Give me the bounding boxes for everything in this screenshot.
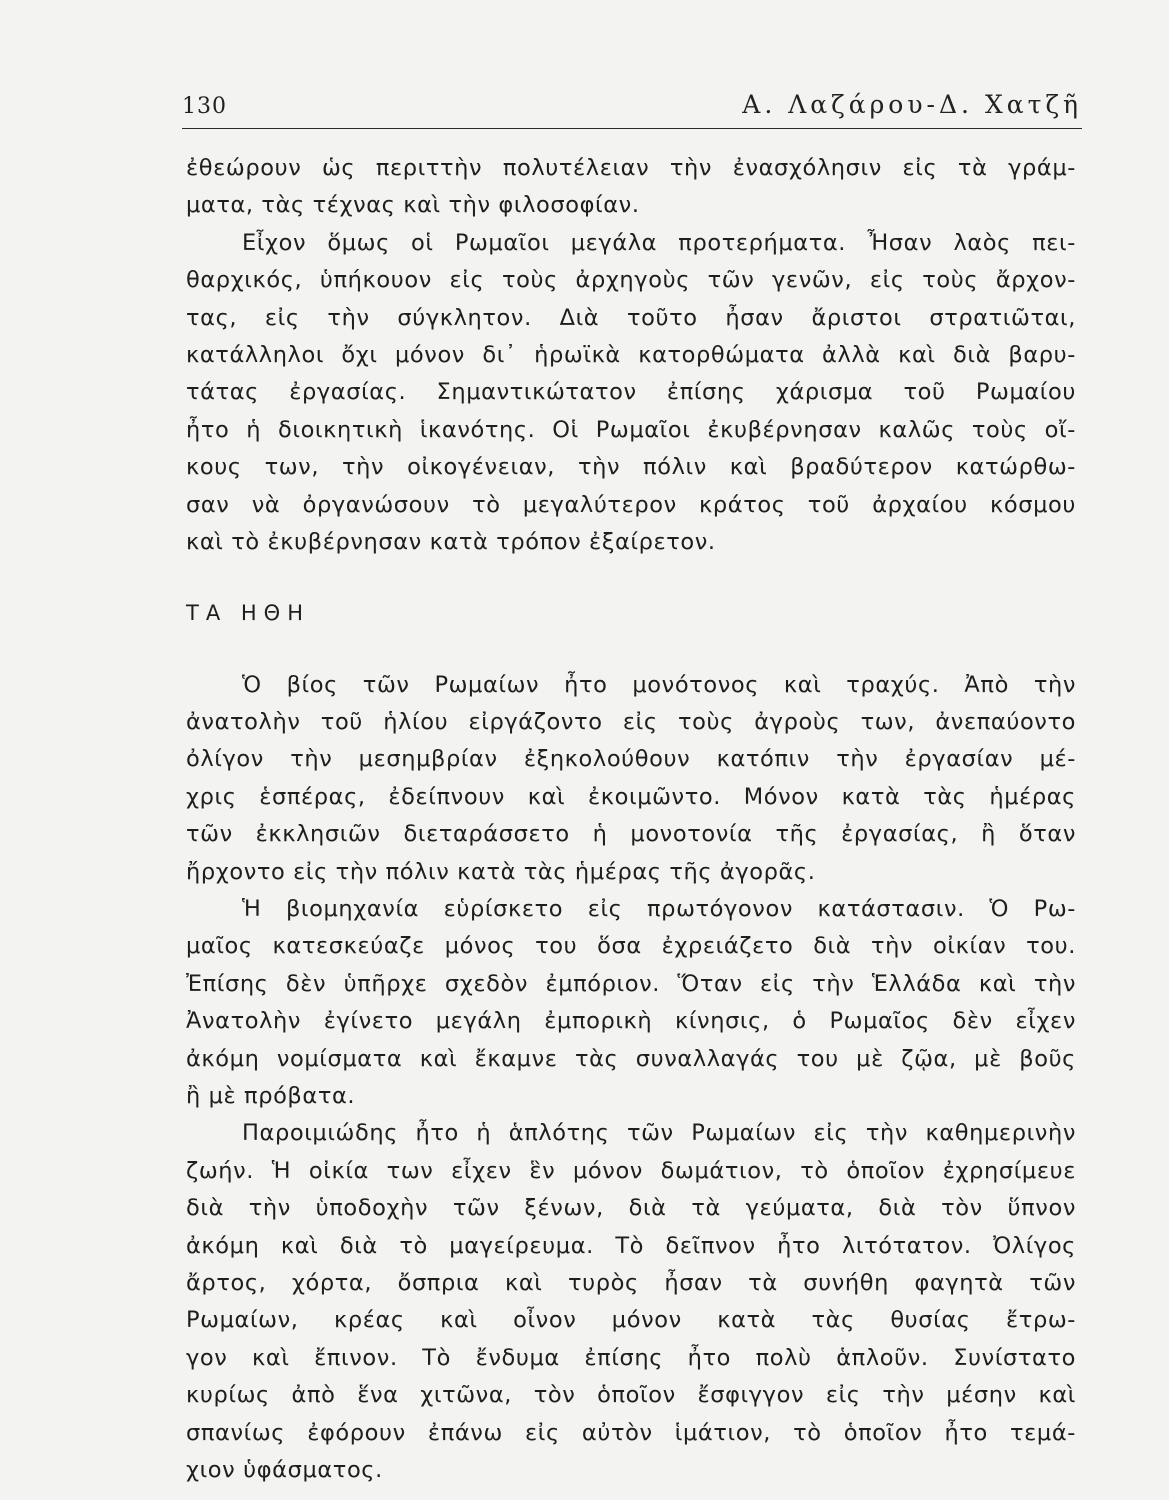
text-line: ζωήν. Ἡ οἰκία των εἶχεν ἓν μόνον δωμάτιον, τὸ ὁποῖον ἐχρησίμευε <box>186 1157 1076 1184</box>
text-line: Ὁ βίος τῶν Ρωμαίων ἦτο μονότονος καὶ τραχύς. Ἀπὸ τὴν <box>242 671 1076 698</box>
text-line: μαῖος κατεσκεύαζε μόνος του ὅσα ἐχρειάζετο διὰ τὴν οἰκίαν του. <box>186 933 1076 960</box>
text-line: κους των, τὴν οἰκογένειαν, τὴν πόλιν καὶ βραδύτερον κατώρθω- <box>186 454 1076 481</box>
text-line: ἀκόμη καὶ διὰ τὸ μαγείρευμα. Τὸ δεῖπνον ἦτο λιτότατον. Ὀλίγος <box>186 1232 1076 1259</box>
text-line: διὰ τὴν ὑποδοχὴν τῶν ξένων, διὰ τὰ γεύματα, διὰ τὸν ὕπνον <box>186 1195 1076 1222</box>
text-line: ἢ μὲ πρόβατα. <box>186 1082 356 1109</box>
section-paragraphs <box>186 667 1076 1490</box>
text-line: Ἀνατολὴν ἐγίνετο μεγάλη ἐμπορικὴ κίνησις, ὁ Ρωμαῖος δὲν εἶχεν <box>186 1008 1076 1035</box>
running-head: Α. Λαζάρου-Δ. Χατζῆ <box>742 90 1082 119</box>
text-line: γον καὶ ἔπινον. Τὸ ἔνδυμα ἐπίσης ἦτο πολὺ ἁπλοῦν. Συνίστατο <box>186 1344 1076 1371</box>
paragraph <box>186 891 1076 1115</box>
text-line: κατάλληλοι ὄχι μόνον δι᾽ ἡρωϊκὰ κατορθώματα ἀλλὰ καὶ διὰ βαρυ- <box>186 341 1076 368</box>
text-line: σπανίως ἐφόρουν ἐπάνω εἰς αὐτὸν ἱμάτιον, τὸ ὁποῖον ἦτο τεμά- <box>186 1419 1076 1446</box>
page-number: 130 <box>182 94 227 119</box>
text-line: χρις ἑσπέρας, ἐδείπνουν καὶ ἐκοιμῶντο. Μόνον κατὰ τὰς ἡμέρας <box>186 783 1076 810</box>
body-text <box>186 150 1076 1489</box>
text-line: ματα, τὰς τέχνας καὶ τὴν φιλοσοφίαν. <box>186 192 640 219</box>
text-line: ἐθεώρουν ὡς περιττὴν πολυτέλειαν τὴν ἐνασχόλησιν εἰς τὰ γράμ- <box>186 155 1076 181</box>
text-line: ἤρχοντο εἰς τὴν πόλιν κατὰ τὰς ἡμέρας τῆς ἀγορᾶς. <box>186 858 816 885</box>
text-line: χιον ὑφάσματος. <box>186 1456 383 1483</box>
paragraph <box>186 1115 1076 1489</box>
text-line: ἀνατολὴν τοῦ ἡλίου εἰργάζοντο εἰς τοὺς ἀγροὺς των, ἀνεπαύοντο <box>186 709 1076 736</box>
paragraph <box>186 150 1076 225</box>
text-line: Ἐπίσης δὲν ὑπῆρχε σχεδὸν ἐμπόριον. Ὅταν εἰς τὴν Ἑλλάδα καὶ τὴν <box>186 970 1076 997</box>
text-line: καὶ τὸ ἐκυβέρνησαν κατὰ τρόπον ἐξαίρετον. <box>186 528 716 555</box>
text-line: Παροιμιώδης ἦτο ἡ ἁπλότης τῶν Ρωμαίων εἰς τὴν καθημερινὴν <box>242 1120 1076 1147</box>
text-line: ἦτο ἡ διοικητικὴ ἱκανότης. Οἱ Ρωμαῖοι ἐκυβέρνησαν καλῶς τοὺς οἴ- <box>186 416 1076 443</box>
text-line: τας, εἰς τὴν σύγκλητον. Διὰ τοῦτο ἦσαν ἄριστοι στρατιῶται, <box>186 304 1076 331</box>
text-line: θαρχικός, ὑπήκουον εἰς τοὺς ἀρχηγοὺς τῶν γενῶν, εἰς τοὺς ἄρχον- <box>186 267 1076 294</box>
section-heading: ΤΑ ΗΘΗ <box>186 601 310 626</box>
paragraph <box>186 667 1076 891</box>
text-line: Εἶχον ὅμως οἱ Ρωμαῖοι μεγάλα προτερήματα. Ἦσαν λαὸς πει- <box>242 229 1076 256</box>
text-line: ἄρτος, χόρτα, ὄσπρια καὶ τυρὸς ἦσαν τὰ συνήθη φαγητὰ τῶν <box>186 1269 1076 1296</box>
paragraph <box>186 225 1076 562</box>
page-header <box>182 88 1082 129</box>
text-line: σαν νὰ ὀργανώσουν τὸ μεγαλύτερον κράτος τοῦ ἀρχαίου κόσμου <box>186 491 1076 518</box>
text-line: κυρίως ἀπὸ ἕνα χιτῶνα, τὸν ὁποῖον ἔσφιγγον εἰς τὴν μέσην καὶ <box>186 1382 1076 1409</box>
text-line: ὀλίγον τὴν μεσημβρίαν ἐξηκολούθουν κατόπιν τὴν ἐργασίαν μέ- <box>186 746 1076 773</box>
text-line: τάτας ἐργασίας. Σημαντικώτατον ἐπίσης χάρισμα τοῦ Ρωμαίου <box>186 379 1076 406</box>
text-line: τῶν ἐκκλησιῶν διεταράσσετο ἡ μονοτονία τῆς ἐργασίας, ἢ ὅταν <box>186 821 1076 848</box>
text-line: Ρωμαίων, κρέας καὶ οἶνον μόνον κατὰ τὰς θυσίας ἔτρω- <box>186 1307 1076 1334</box>
intro-paragraphs <box>186 150 1076 561</box>
text-line: ἀκόμη νομίσματα καὶ ἔκαμνε τὰς συναλλαγάς του μὲ ζῷα, μὲ βοῦς <box>186 1045 1076 1072</box>
text-line: Ἡ βιομηχανία εὑρίσκετο εἰς πρωτόγονον κατάστασιν. Ὁ Ρω- <box>242 896 1076 923</box>
